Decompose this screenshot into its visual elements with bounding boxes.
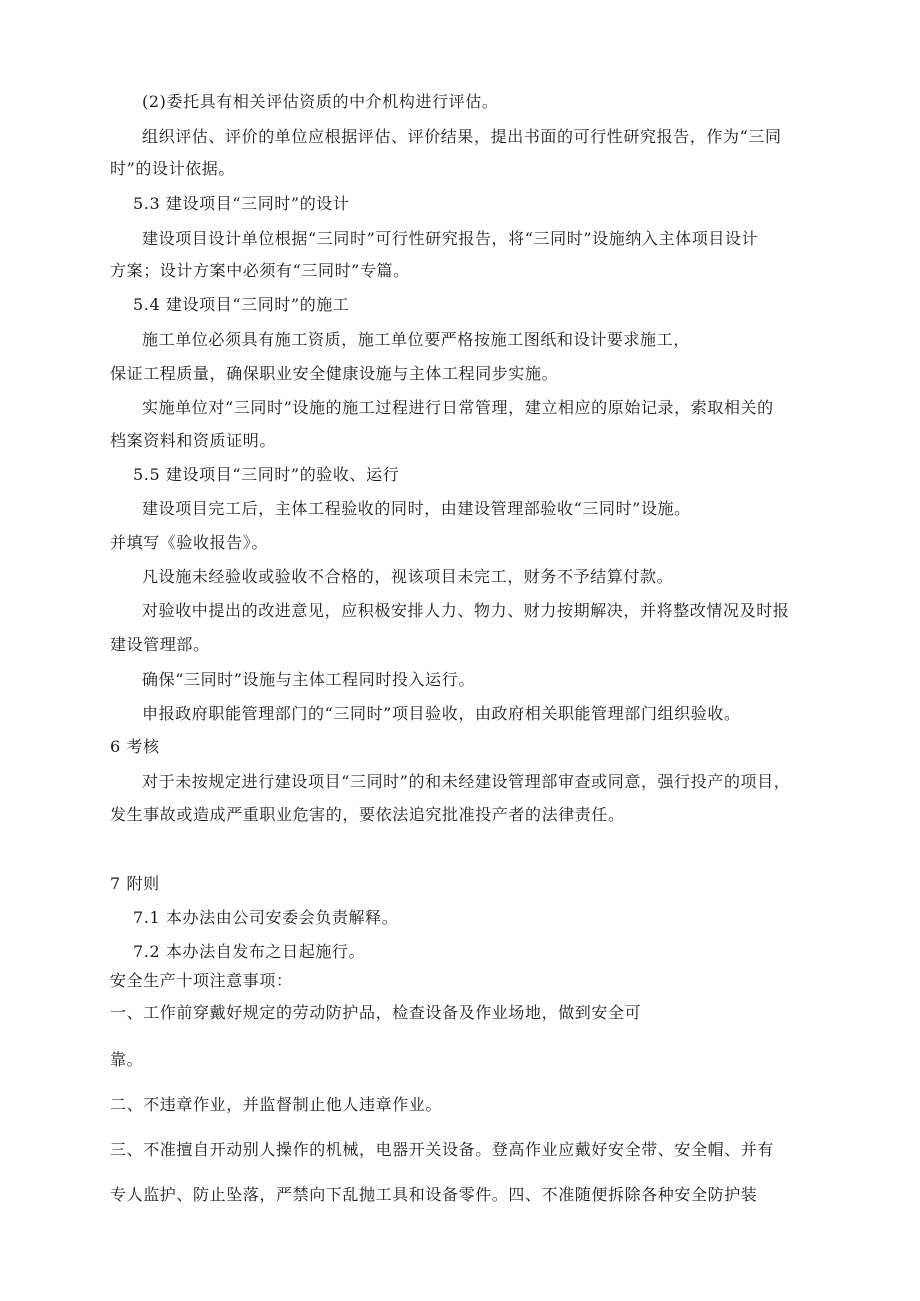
doc-line-21: 对于未按规定进行建设项目“三同时”的和未经建设管理部审查或同意，强行投产的项目，	[142, 772, 791, 791]
doc-line-5: 建设项目设计单位根据“三同时”可行性研究报告，将“三同时”设施纳入主体项目设计	[142, 229, 759, 248]
doc-line-9: 保证工程质量，确保职业安全健康设施与主体工程同步实施。	[110, 364, 559, 383]
section-heading-5-3: 5.3 建设项目“三同时”的设计	[133, 194, 350, 213]
doc-line-15: 凡设施未经验收或验收不合格的，视该项目未完工，财务不予结算付款。	[142, 567, 674, 586]
section-heading-5-4: 5.4 建设项目“三同时”的施工	[133, 295, 350, 314]
doc-line-18: 确保“三同时”设施与主体工程同时投入运行。	[142, 670, 475, 689]
doc-line-8: 施工单位必须具有施工资质，施工单位要严格按施工图纸和设计要求施工，	[142, 330, 690, 349]
notice-heading: 安全生产十项注意事项：	[110, 971, 293, 990]
doc-line-24: 7.1 本办法由公司安委会负责解释。	[133, 908, 399, 927]
doc-line-22: 发生事故或造成严重职业危害的，要依法追究批准投产者的法律责任。	[110, 805, 625, 824]
doc-line-10: 实施单位对“三同时”设施的施工过程进行日常管理，建立相应的原始记录，索取相关的	[142, 398, 774, 417]
doc-line-17: 建设管理部。	[110, 635, 210, 654]
doc-line-13: 建设项目完工后，主体工程验收的同时，由建设管理部验收“三同时”设施。	[142, 499, 691, 518]
notice-item-1-cont: 靠。	[110, 1050, 144, 1069]
doc-line-11: 档案资料和资质证明。	[110, 431, 277, 450]
doc-line-25: 7.2 本办法自发布之日起施行。	[133, 942, 366, 961]
section-heading-6: 6 考核	[110, 737, 160, 756]
notice-item-1: 一、工作前穿戴好规定的劳动防护品，检查设备及作业场地，做到安全可	[110, 1003, 642, 1022]
section-heading-5-5: 5.5 建设项目“三同时”的验收、运行	[133, 465, 400, 484]
doc-line-3: 时”的设计依据。	[110, 159, 235, 178]
doc-line-19: 申报政府职能管理部门的“三同时”项目验收，由政府相关职能管理部门组织验收。	[142, 704, 741, 723]
doc-line-1: (2)委托具有相关评估资质的中介机构进行评估。	[142, 92, 499, 111]
notice-item-2: 二、不违章作业，并监督制止他人违章作业。	[110, 1095, 443, 1114]
doc-line-14: 并填写《验收报告》。	[110, 533, 269, 552]
notice-item-3-cont: 专人监护、防止坠落，严禁向下乱抛工具和设备零件。四、不准随便拆除各种安全防护装	[110, 1185, 758, 1204]
doc-line-6: 方案；设计方案中必须有“三同时”专篇。	[110, 261, 410, 280]
notice-item-3: 三、不准擅自开动别人操作的机械，电器开关设备。登高作业应戴好安全带、安全帽、并有	[110, 1140, 775, 1159]
section-heading-7: 7 附则	[110, 874, 160, 893]
doc-line-16: 对验收中提出的改进意见，应积极安排人力、物力、财力按期解决，并将整改情况及时报	[142, 601, 790, 620]
doc-line-2: 组织评估、评价的单位应根据评估、评价结果，提出书面的可行性研究报告，作为“三同	[142, 127, 782, 146]
